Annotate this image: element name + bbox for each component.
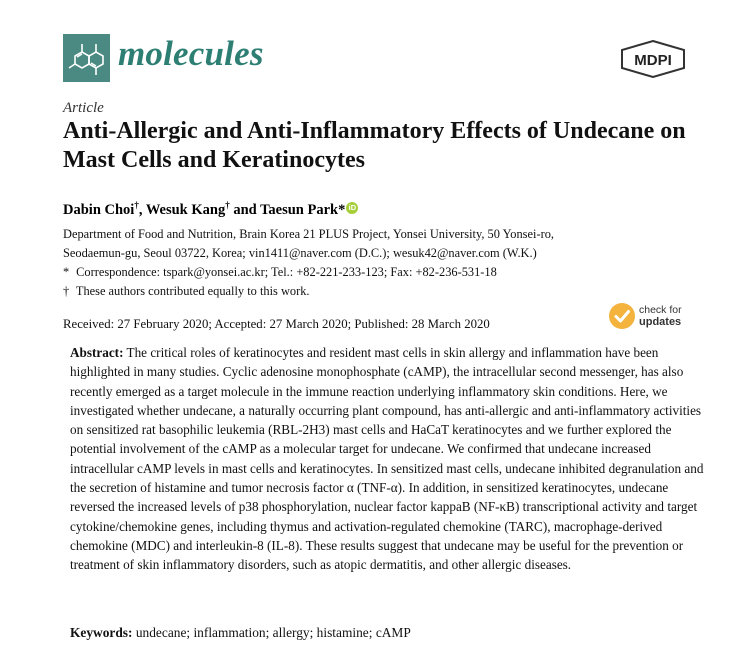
article-title: Anti-Allergic and Anti-Inflammatory Effects of Undecane on Mast Cells and Keratinocytes (63, 118, 686, 173)
check-for-updates-badge[interactable] (609, 303, 684, 331)
author-mark: * (338, 201, 346, 218)
affiliation-line: Seodaemun-gu, Seoul 03722, Korea; vin1411@naver.com (D.C.); wesuk42@naver.com (W.K.) (63, 246, 537, 260)
author-name: Dabin Choi (63, 201, 135, 218)
updates-label: updates (639, 316, 682, 328)
author-list (63, 200, 358, 219)
abstract-label: Abstract: (70, 345, 124, 360)
orcid-icon[interactable]: iD (346, 202, 358, 214)
author-mark: † (225, 200, 230, 210)
affiliations (63, 225, 713, 301)
equal-contribution-note: These authors contributed equally to this work. (75, 284, 310, 298)
author-mark: † (134, 200, 139, 210)
abstract-text: The critical roles of keratinocytes and resident mast cells in skin allergy and inflammation have been highlighted in many studies. Cyclic adenosine monophosphate (cAMP), the intracellular second messenger, has also recently emerged as a target molecule in the immune reaction underlying inflammatory skin conditions. Here, we investigated whether undecane, a naturally occurring plant compound, has anti-allergic and anti-inflammatory activities on sensitized rat basophilic leukemia (RBL-2H3) mast cells and HaCaT keratinocytes and we further explored the potential involvement of the cAMP as a molecular target for undecane. We confirmed that undecane increased intracellular cAMP levels in mast cells and keratinocytes. In sensitized mast cells, undecane inhibited degranulation and the secretion of histamine and tumor necrosis factor α (TNF-α). In addition, in sensitized keratinocytes, undecane reversed the increased levels of p38 phosphorylation, nuclear factor kappaB (NF-κB) transcriptional activity and target cytokine/chemokine genes, including thymus and activation-regulated chemokine (TARC), macrophage-derived chemokine (MDC) and interleukin-8 (IL-8). These results suggest that undecane may be useful for the prevention or treatment of skin inflammatory disorders, such as atopic dermatitis, and other allergic diseases. (70, 345, 704, 573)
author-name: Wesuk Kang (145, 201, 226, 218)
article-type: Article (63, 100, 104, 116)
author-separator: and (229, 201, 261, 218)
abstract (70, 343, 714, 575)
publication-dates: Received: 27 February 2020; Accepted: 27 March 2020; Published: 28 March 2020 (63, 317, 490, 331)
equal-contribution-mark: † (63, 284, 70, 298)
affiliation-line: Department of Food and Nutrition, Brain Korea 21 PLUS Project, Yonsei University, 50 Yonsei-ro, (63, 227, 554, 241)
correspondence: Correspondence: tspark@yonsei.ac.kr; Tel.: +82-221-233-123; Fax: +82-236-531-18 (76, 265, 497, 279)
keywords-text: undecane; inflammation; allergy; histamine; cAMP (135, 625, 411, 640)
author-name: Taesun Park (260, 201, 339, 218)
journal-name: molecules (118, 34, 264, 73)
mdpi-logo-icon (620, 40, 686, 78)
keywords (70, 625, 411, 641)
molecules-logo-icon (63, 34, 110, 82)
publisher-name: MDPI (634, 52, 672, 69)
keywords-label: Keywords: (70, 625, 133, 640)
correspondence-mark: * (63, 265, 70, 279)
check-for-updates-icon (609, 303, 635, 329)
check-for-label: check for (639, 304, 682, 316)
author-separator: , (138, 201, 146, 218)
